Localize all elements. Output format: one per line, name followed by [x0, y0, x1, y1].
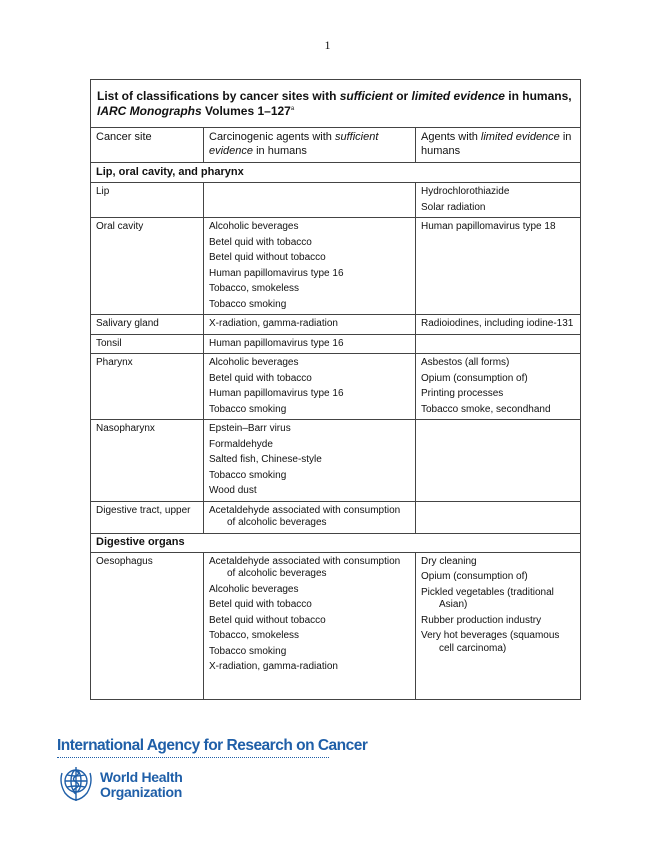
sufficient-evidence-cell	[204, 420, 416, 502]
agent-item: Tobacco, smokeless	[209, 283, 300, 295]
cancer-site-cell: Nasopharynx	[91, 420, 204, 502]
agent-item: Betel quid without tobacco	[209, 252, 326, 264]
limited-evidence-cell	[416, 334, 581, 354]
limited-evidence-cell	[416, 420, 581, 502]
header-cancer-site: Cancer site	[91, 128, 204, 163]
agent-item: Epstein–Barr virus	[209, 423, 291, 435]
sufficient-evidence-cell	[204, 334, 416, 354]
limited-evidence-cell	[416, 552, 581, 699]
limited-evidence-cell	[416, 218, 581, 315]
agent-item: Betel quid with tobacco	[209, 236, 312, 248]
limited-evidence-cell	[416, 501, 581, 533]
cancer-site-cell: Digestive tract, upper	[91, 501, 204, 533]
agent-item: Human papillomavirus type 16	[209, 337, 344, 349]
iarc-logo: International Agency for Research on Cancer	[57, 737, 368, 754]
sufficient-evidence-cell	[204, 183, 416, 218]
sufficient-evidence-cell	[204, 552, 416, 699]
agent-item: Opium (consumption of)	[421, 571, 528, 582]
table-title: List of classifications by cancer sites with sufficient or limited evidence in humans, IARC Monographs Volumes 1–127$^a$	[91, 80, 581, 128]
section-heading: Lip, oral cavity, and pharynx	[91, 162, 581, 183]
page-number: 1	[324, 38, 331, 52]
table-row	[91, 501, 581, 533]
footnote-marker: a	[290, 106, 295, 112]
agent-item: Radioiodines, including iodine-131	[421, 318, 574, 330]
table-row	[91, 334, 581, 354]
limited-evidence-cell	[416, 183, 581, 218]
agent-item: Rubber production industry	[421, 614, 542, 626]
cancer-site-cell: Pharynx	[91, 354, 204, 420]
cancer-site-cell: Oral cavity	[91, 218, 204, 315]
section-row	[91, 162, 581, 183]
sufficient-evidence-cell	[204, 501, 416, 533]
limited-evidence-cell	[416, 354, 581, 420]
section-heading: Digestive organs	[91, 533, 581, 552]
sufficient-evidence-cell	[204, 354, 416, 420]
agent-item: Asbestos (all forms)	[421, 357, 510, 369]
table-row	[91, 315, 581, 335]
agent-item: X-radiation, gamma-radiation	[209, 661, 338, 672]
agent-item: Alcoholic beverages	[209, 357, 299, 369]
table-row	[91, 183, 581, 218]
agent-item: Human papillomavirus type 16	[209, 388, 344, 400]
agent-item: Acetaldehyde associated with consumption of alcoholic beverages	[209, 504, 401, 529]
agent-item: Human papillomavirus type 18	[421, 221, 556, 233]
header-limited: Agents with limited evidence in humans	[416, 128, 581, 163]
who-logo-text: World Health Organization	[100, 769, 183, 800]
agent-item: X-radiation, gamma-radiation	[209, 318, 338, 330]
agent-item: Hydrochlorothiazide	[421, 186, 510, 198]
section-row	[91, 533, 581, 552]
agent-item: Dry cleaning	[421, 555, 477, 567]
classification-table	[90, 79, 581, 700]
limited-evidence-cell	[416, 315, 581, 335]
agent-item: Opium (consumption of)	[421, 372, 528, 384]
table-row	[91, 552, 581, 699]
agent-item: Pickled vegetables (traditional Asian)	[421, 586, 554, 610]
logo-divider	[57, 757, 329, 758]
agent-item: Salted fish, Chinese-style	[209, 454, 322, 466]
agent-item: Tobacco smoking	[209, 403, 287, 415]
cancer-site-cell: Tonsil	[91, 334, 204, 354]
agent-item: Acetaldehyde associated with consumption of alcoholic beverages	[209, 555, 401, 579]
agent-item: Tobacco, smokeless	[209, 630, 300, 641]
agent-item: Formaldehyde	[209, 438, 273, 450]
agent-item: Tobacco smoking	[209, 645, 287, 657]
agent-item: Tobacco smoke, secondhand	[421, 403, 551, 415]
agent-item: Betel quid without tobacco	[209, 614, 326, 626]
table-row	[91, 354, 581, 420]
agent-item: Tobacco smoking	[209, 469, 287, 481]
header-row	[91, 128, 581, 163]
agent-item: Tobacco smoking	[209, 298, 287, 310]
cancer-site-cell: Lip	[91, 183, 204, 218]
who-emblem-icon	[57, 763, 95, 805]
title-row	[91, 80, 581, 128]
agent-item: Solar radiation	[421, 201, 486, 213]
agent-item: Alcoholic beverages	[209, 583, 299, 595]
table-row	[91, 218, 581, 315]
agent-item: Human papillomavirus type 16	[209, 267, 344, 279]
cancer-site-cell: Salivary gland	[91, 315, 204, 335]
sufficient-evidence-cell	[204, 218, 416, 315]
agent-item: Very hot beverages (squamous cell carcinoma)	[421, 630, 560, 654]
table-row	[91, 420, 581, 502]
agent-item: Printing processes	[421, 388, 504, 400]
agent-item: Wood dust	[209, 485, 257, 497]
sufficient-evidence-cell	[204, 315, 416, 335]
agent-item: Alcoholic beverages	[209, 221, 299, 233]
header-sufficient: Carcinogenic agents with sufficient evidence in humans	[204, 128, 416, 163]
agent-item: Betel quid with tobacco	[209, 372, 312, 384]
cancer-site-cell: Oesophagus	[91, 552, 204, 699]
agent-item: Betel quid with tobacco	[209, 599, 312, 610]
